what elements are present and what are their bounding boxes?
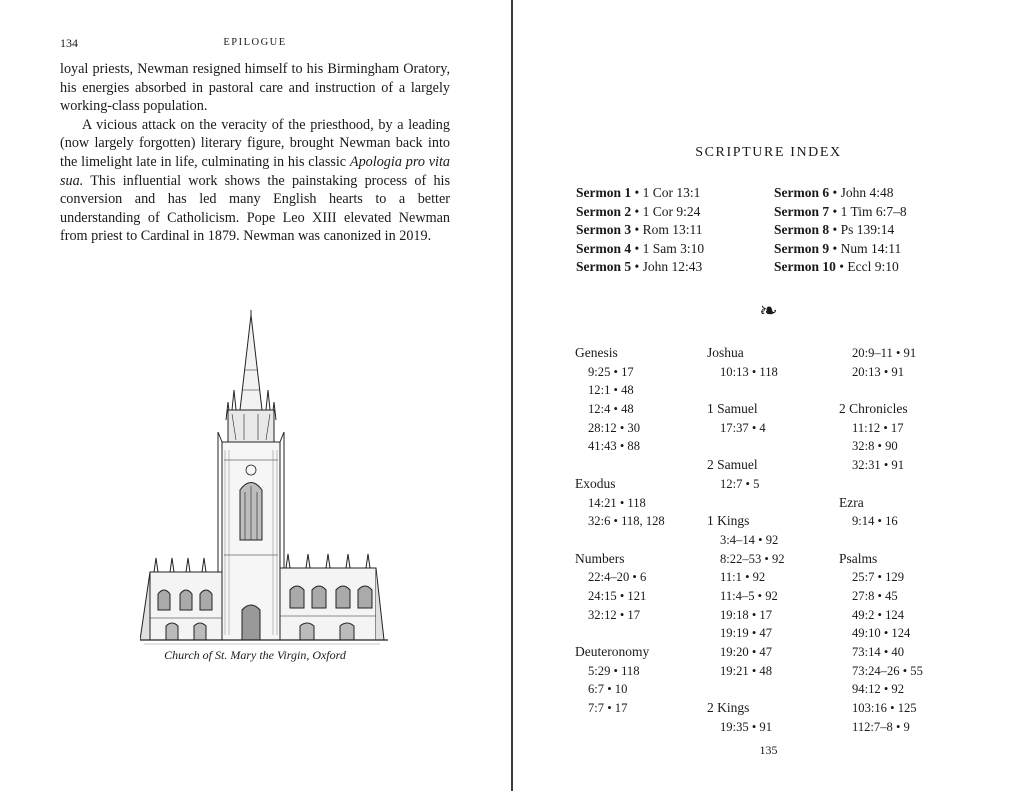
running-title: EPILOGUE [223, 37, 287, 48]
paragraph-2-text-a: A vicious attack on the veracity of the priesthood, by a leading (now largely forgotten) literary figure, brought Newman back into the limelight late in life, culminating in his classic [60, 116, 450, 170]
index-column-3 [839, 344, 989, 736]
index-reference: 94:12 • 92 [852, 682, 904, 697]
index-spacer [575, 456, 705, 475]
sermon-reference: 1 Sam 3:10 [642, 240, 705, 256]
page-number-right: 135 [759, 743, 778, 757]
right-page [513, 0, 1024, 791]
index-reference: 12:7 • 5 [720, 476, 760, 491]
sermon-label: Sermon 10 [774, 259, 836, 275]
index-spacer [575, 531, 705, 550]
sermon-entry [774, 203, 974, 222]
index-reference: 11:12 • 17 [852, 420, 904, 435]
sermon-reference: Ps 139:14 [840, 222, 895, 238]
index-title: SCRIPTURE INDEX [695, 145, 842, 160]
index-book-heading: Exodus [575, 475, 616, 491]
sermon-label: Sermon 5 [576, 259, 632, 275]
sermon-reference: Rom 13:11 [642, 222, 703, 238]
illustration-caption: Church of St. Mary the Virgin, Oxford [164, 648, 346, 662]
index-spacer [839, 531, 989, 550]
index-reference: 32:31 • 91 [852, 458, 904, 473]
index-reference: 10:13 • 118 [720, 364, 778, 379]
sermon-label: Sermon 6 [774, 185, 830, 200]
bullet-separator: • [631, 203, 643, 219]
index-spacer [839, 475, 989, 494]
sermon-entry [576, 221, 776, 240]
index-reference: 32:8 • 90 [852, 439, 898, 454]
index-reference: 27:8 • 45 [852, 588, 898, 603]
church-illustration [140, 310, 390, 650]
index-book-heading: Numbers [575, 550, 625, 566]
index-reference: 19:21 • 48 [720, 663, 772, 678]
sermon-entry [774, 184, 974, 203]
sermon-label: Sermon 9 [774, 240, 830, 256]
sermon-reference: Num 14:11 [840, 240, 902, 256]
sermon-reference: John 4:48 [840, 185, 894, 200]
index-reference: 3:4–14 • 92 [720, 532, 779, 547]
index-reference: 6:7 • 10 [588, 682, 628, 697]
sermon-label: Sermon 8 [774, 222, 830, 238]
index-spacer [839, 381, 989, 400]
index-reference: 73:24–26 • 55 [852, 663, 923, 678]
paragraph-2 [60, 116, 450, 246]
bullet-separator: • [835, 259, 848, 275]
left-page [0, 0, 511, 791]
index-reference: 49:10 • 124 [852, 626, 911, 641]
index-reference: 49:2 • 124 [852, 607, 904, 622]
index-column-2 [707, 344, 842, 736]
index-reference: 19:18 • 17 [720, 607, 772, 622]
index-reference: 8:22–53 • 92 [720, 551, 785, 566]
sermon-entry [576, 203, 776, 222]
index-reference: 14:21 • 118 [588, 495, 646, 510]
index-reference: 112:7–8 • 9 [852, 719, 910, 734]
index-reference: 7:7 • 17 [588, 701, 628, 716]
paragraph-1: loyal priests, Newman resigned himself to his Birmingham Oratory, his energies absorbed in pastoral care and instruction of a largely working-class population. [60, 61, 450, 115]
sermon-label: Sermon 2 [576, 203, 632, 219]
sermon-reference: 1 Cor 9:24 [642, 203, 701, 219]
sermon-reference: Eccl 9:10 [847, 259, 899, 275]
index-book-heading: 1 Samuel [707, 401, 758, 417]
bullet-separator: • [631, 240, 643, 256]
index-book-heading: Ezra [839, 494, 864, 510]
index-book-heading: Joshua [707, 345, 744, 360]
sermon-label: Sermon 1 [576, 185, 632, 200]
index-reference: 73:14 • 40 [852, 645, 904, 659]
sermon-entry [774, 258, 974, 277]
index-spacer [707, 680, 842, 699]
index-book-heading: 2 Kings [707, 700, 750, 716]
index-reference: 12:1 • 48 [588, 383, 634, 398]
index-reference: 25:7 • 129 [852, 570, 904, 585]
index-reference: 24:15 • 121 [588, 588, 647, 603]
bullet-separator: • [631, 185, 643, 200]
index-reference: 32:12 • 17 [588, 607, 640, 622]
bullet-separator: • [829, 222, 841, 238]
bullet-separator: • [829, 185, 841, 200]
fleuron-ornament: ❧ [759, 298, 778, 323]
index-reference: 11:4–5 • 92 [720, 588, 778, 603]
index-reference: 9:25 • 17 [588, 364, 634, 379]
index-spacer [707, 381, 842, 400]
sermon-label: Sermon 4 [576, 240, 632, 256]
index-book-heading: 2 Samuel [707, 457, 758, 473]
index-book-heading: Deuteronomy [575, 644, 650, 659]
sermon-column-2 [774, 184, 974, 277]
sermon-label: Sermon 7 [774, 203, 830, 219]
sermon-entry [576, 184, 776, 203]
index-reference: 9:14 • 16 [852, 514, 898, 529]
sermon-entry [774, 240, 974, 259]
index-reference: 28:12 • 30 [588, 420, 640, 435]
index-reference: 32:6 • 118, 128 [588, 514, 665, 529]
index-book-heading: Genesis [575, 345, 618, 360]
index-reference: 103:16 • 125 [852, 701, 917, 716]
body-text [60, 60, 450, 246]
paragraph-2-text-b: This influential work shows the painstaking process of his conversion and has led many English hearts to a better understanding of Catholicism. Pope Leo XIII elevated Newman from priest to Cardinal in 1879. Newman was canonized in 2019. [60, 172, 450, 245]
sermon-reference: John 12:43 [642, 259, 703, 275]
bullet-separator: • [829, 203, 841, 219]
bullet-separator: • [631, 222, 643, 238]
index-reference: 12:4 • 48 [588, 402, 634, 417]
index-reference: 19:19 • 47 [720, 626, 772, 641]
index-spacer [575, 624, 705, 643]
sermon-entry [774, 221, 974, 240]
sermon-reference: 1 Cor 13:1 [642, 185, 701, 200]
bullet-separator: • [631, 259, 643, 275]
bullet-separator: • [829, 240, 841, 256]
index-reference: 20:9–11 • 91 [852, 346, 917, 360]
sermon-reference: 1 Tim 6:7–8 [840, 203, 907, 219]
index-column-1 [575, 344, 705, 718]
sermon-entry [576, 240, 776, 259]
index-reference: 41:43 • 88 [588, 439, 640, 454]
index-book-heading: 2 Chronicles [839, 401, 908, 417]
page-number-left: 134 [60, 36, 78, 50]
index-reference: 19:20 • 47 [720, 645, 772, 659]
sermon-entry [576, 258, 776, 277]
index-spacer [707, 494, 842, 513]
index-reference: 20:13 • 91 [852, 364, 904, 379]
index-reference: 19:35 • 91 [720, 719, 772, 734]
index-reference: 22:4–20 • 6 [588, 570, 647, 585]
index-book-heading: 1 Kings [707, 513, 750, 529]
index-reference: 11:1 • 92 [720, 570, 766, 585]
index-reference: 17:37 • 4 [720, 420, 766, 435]
index-spacer [707, 437, 842, 456]
sermon-column-1 [576, 184, 776, 277]
index-book-heading: Psalms [839, 550, 878, 566]
index-reference: 5:29 • 118 [588, 663, 640, 678]
book-title-italic: Apologia pro vita sua. [60, 153, 450, 189]
sermon-label: Sermon 3 [576, 222, 632, 238]
